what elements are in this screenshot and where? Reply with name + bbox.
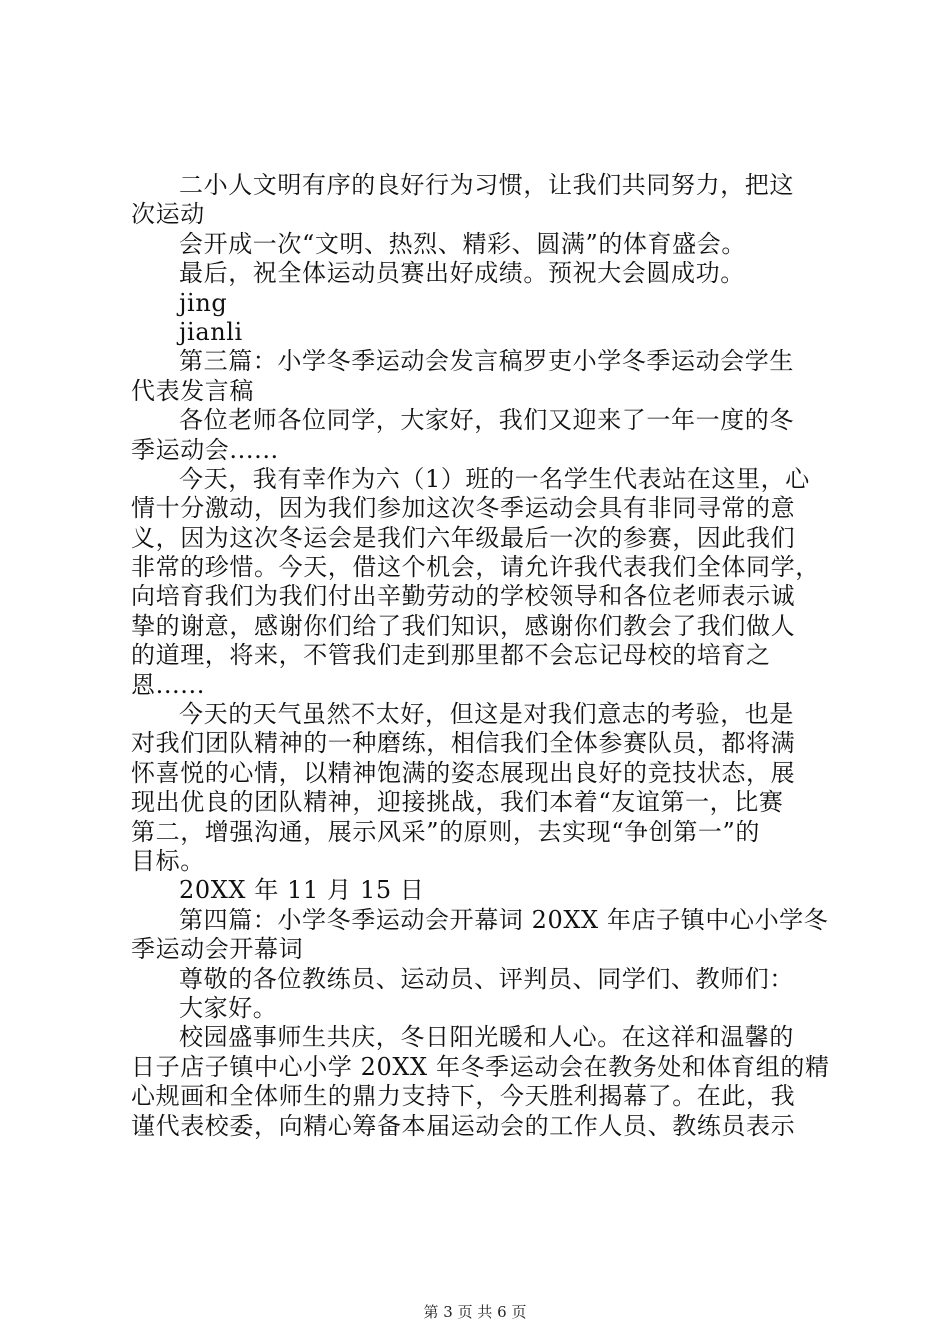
text-line: jing <box>179 288 228 317</box>
text-line: jianli <box>179 317 243 346</box>
page-footer: 第 3 页 共 6 页 <box>423 1303 527 1321</box>
text-line: 大家好。 <box>179 993 278 1022</box>
text-line: 代表发言稿 <box>131 376 254 405</box>
text-line: 现出优良的团队精神，迎接挑战，我们本着“友谊第一，比赛 <box>131 788 784 817</box>
text-line: 各位老师各位同学，大家好，我们又迎来了一年一度的冬 <box>179 406 794 435</box>
text-line: 对我们团队精神的一种磨练，相信我们全体参赛队员，都将满 <box>131 729 796 758</box>
text-line: 谨代表校委，向精心筹备本届运动会的工作人员、教练员表示 <box>131 1111 796 1140</box>
text-line: 心规画和全体师生的鼎力支持下，今天胜利揭幕了。在此，我 <box>131 1082 796 1111</box>
text-line: 义，因为这次冬运会是我们六年级最后一次的参赛，因此我们 <box>131 523 796 552</box>
text-line: 情十分激动，因为我们参加这次冬季运动会具有非同寻常的意 <box>131 494 796 523</box>
text-line: 第二，增强沟通，展示风采”的原则，去实现“争创第一”的 <box>131 817 761 846</box>
text-line: 向培育我们为我们付出辛勤劳动的学校领导和各位老师表示诚 <box>131 582 796 611</box>
text-line: 第三篇：小学冬季运动会发言稿罗吏小学冬季运动会学生 <box>179 347 794 376</box>
text-line: 季运动会开幕词 <box>131 935 304 964</box>
text-line: 尊敬的各位教练员、运动员、评判员、同学们、教师们： <box>179 964 794 993</box>
text-line: 日子店子镇中心小学 20XX 年冬季运动会在教务处和体育组的精 <box>131 1052 830 1081</box>
text-line: 怀喜悦的心情，以精神饱满的姿态展现出良好的竞技状态，展 <box>131 758 796 787</box>
text-line: 最后，祝全体运动员赛出好成绩。预祝大会圆成功。 <box>179 259 745 288</box>
text-line: 今天的天气虽然不太好，但这是对我们意志的考验，也是 <box>179 700 794 729</box>
text-line: 二小人文明有序的良好行为习惯，让我们共同努力，把这 <box>179 171 794 199</box>
text-line: 校园盛事师生共庆，冬日阳光暖和人心。在这祥和温馨的 <box>179 1023 794 1052</box>
text-line: 第四篇：小学冬季运动会开幕词 20XX 年店子镇中心小学冬 <box>179 905 829 934</box>
text-line: 今天，我有幸作为六（1）班的一名学生代表站在这里，心 <box>179 464 810 493</box>
text-line: 季运动会...... <box>131 435 279 464</box>
text-line: 非常的珍惜。今天，借这个机会，请允许我代表我们全体同学， <box>131 553 820 582</box>
text-line: 会开成一次“文明、热烈、精彩、圆满”的体育盛会。 <box>179 229 746 258</box>
text-line: 挚的谢意，感谢你们给了我们知识，感谢你们教会了我们做人 <box>131 611 796 640</box>
document-body <box>131 171 831 1141</box>
text-line: 的道理，将来，不管我们走到那里都不会忘记母校的培育之 <box>131 641 771 670</box>
text-line: 目标。 <box>131 846 205 875</box>
text-line: 次运动 <box>131 200 205 229</box>
text-line: 20XX 年 11 月 15 日 <box>179 876 425 905</box>
text-line: 恩...... <box>131 670 205 699</box>
